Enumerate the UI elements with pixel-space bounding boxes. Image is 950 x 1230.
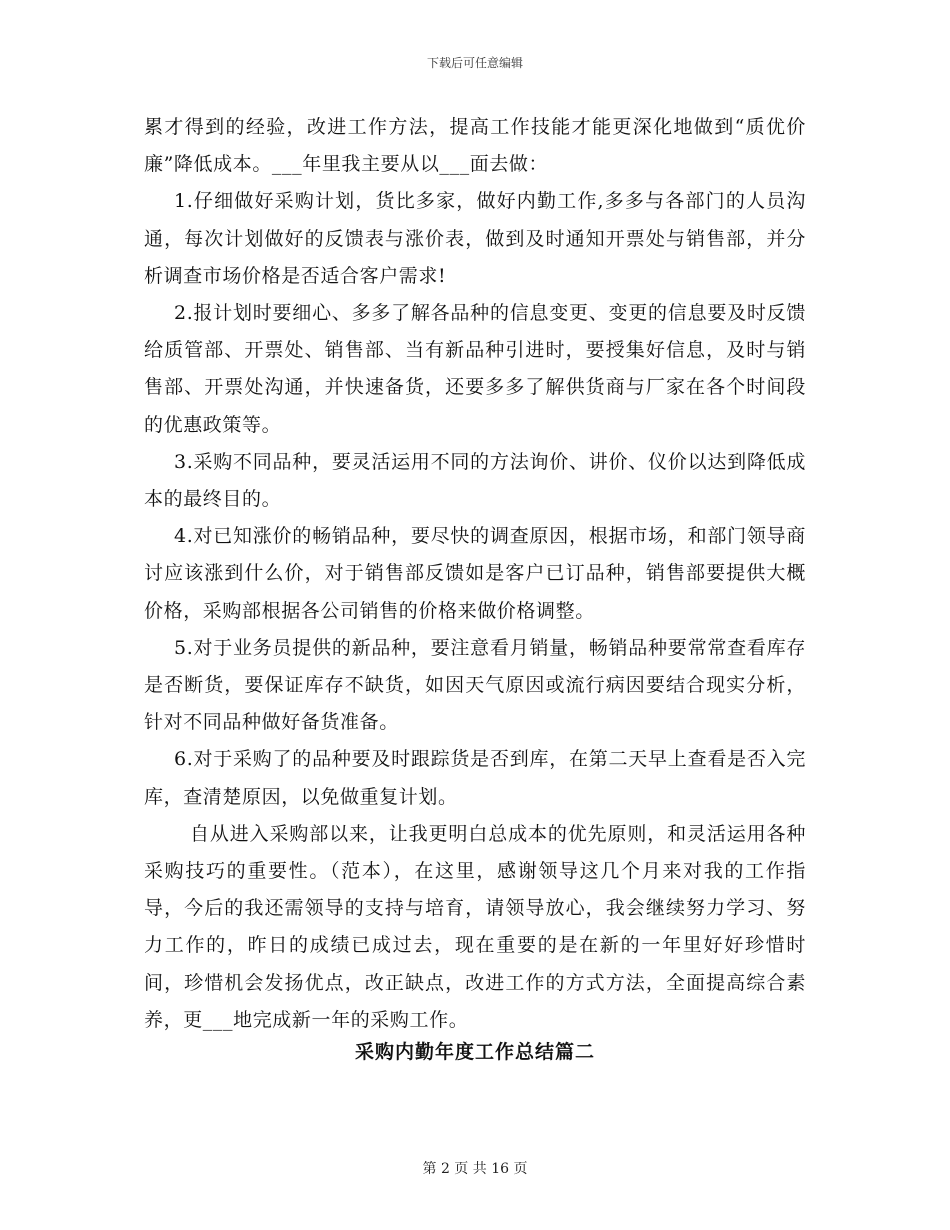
- page-number-footer: 第 2 页 共 16 页: [422, 1161, 528, 1177]
- paragraph-item-2: 2.报计划时要细心、多多了解各品种的信息变更、变更的信息要及时反馈给质管部、开票处、销售部、当有新品种引进时，要授集好信息，及时与销售部、开票处沟通，并快速备货，还要多多了解供货商与厂家在各个时间段的优惠政策等。: [144, 302, 806, 436]
- page-header-note: 下载后可任意编辑: [426, 56, 523, 70]
- document-body: [144, 109, 806, 1039]
- paragraph-item-6: 6.对于采购了的品种要及时跟踪货是否到库，在第二天早上查看是否入完库，查清楚原因，以免做重复计划。: [144, 748, 806, 808]
- paragraph-item-3: 3.采购不同品种，要灵活运用不同的方法询价、讲价、仪价以达到降低成本的最终目的。: [144, 450, 806, 511]
- paragraph-continuation: 累才得到的经验，改进工作方法，提高工作技能才能更深化地做到“质优价廉”降低成本。___年里我主要从以___面去做：: [144, 116, 806, 176]
- section-title: 采购内勤年度工作总结篇二: [354, 1041, 595, 1063]
- paragraph-item-1: 1.仔细做好采购计划，货比多家，做好内勤工作,多多与各部门的人员沟通，每次计划做好的反馈表与涨价表，做到及时通知开票处与销售部，并分析调查市场价格是否适合客户需求!: [144, 190, 806, 287]
- paragraph-item-5: 5.对于业务员提供的新品种，要注意看月销量，畅销品种要常常查看库存是否断货，要保证库存不缺货，如因天气原因或流行病因要结合现实分析，针对不同品种做好备货准备。: [144, 636, 806, 734]
- paragraph-item-4: 4.对已知涨价的畅销品种，要尽快的调查原因，根据市场，和部门领导商讨应该涨到什么价，对于销售部反馈如是客户已订品种，销售部要提供大概价格，采购部根据各公司销售的价格来做价格调整。: [144, 525, 806, 622]
- paragraph-conclusion: 自从进入采购部以来，让我更明白总成本的优先原则，和灵活运用各种采购技巧的重要性。（范本），在这里，感谢领导这几个月来对我的工作指导，今后的我还需领导的支持与培育，请领导放心，我会继续努力学习、努力工作的，昨日的成绩已成过去，现在重要的是在新的一年里好好珍惜时间，珍惜机会发扬优点，改正缺点，改进工作的方式方法，全面提高综合素养，更___地完成新一年的采购工作。: [144, 822, 806, 1031]
